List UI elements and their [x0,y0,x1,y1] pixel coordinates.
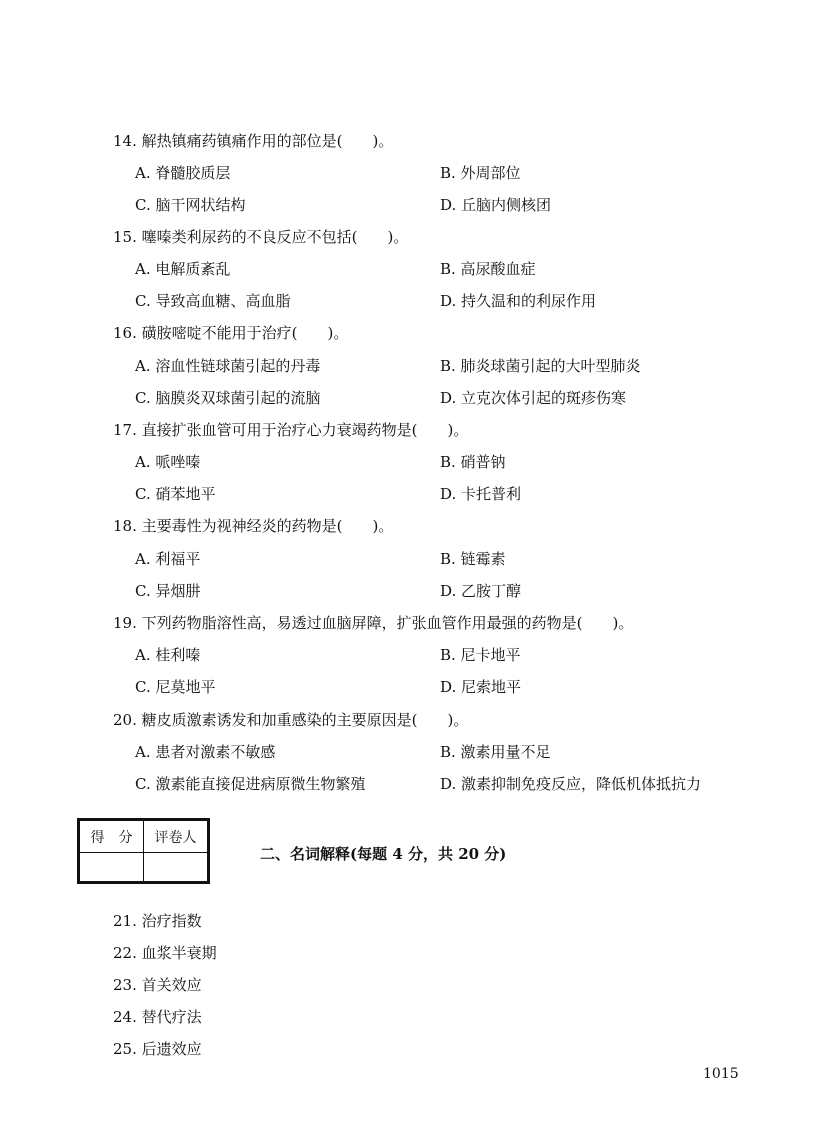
question-17-option-d: D. 卡托普利 [440,485,522,503]
term-22: 22. 血浆半衰期 [113,944,217,962]
score-label: 得 分 [80,821,144,853]
question-20-option-a: A. 患者对激素不敏感 [135,743,276,761]
question-14-stem: 14. 解热镇痛药镇痛作用的部位是( )。 [113,132,394,150]
question-18-option-d: D. 乙胺丁醇 [440,582,522,600]
question-16-option-a: A. 溶血性链球菌引起的丹毒 [135,357,321,375]
question-19-option-c: C. 尼莫地平 [135,678,216,696]
term-23: 23. 首关效应 [113,976,202,994]
question-14-option-a: A. 脊髓胶质层 [135,164,231,182]
question-15-option-b: B. 高尿酸血症 [440,260,536,278]
question-19-option-d: D. 尼索地平 [440,678,522,696]
question-14-option-c: C. 脑干网状结构 [135,196,246,214]
score-box [77,818,210,884]
question-15-option-c: C. 导致高血糖、高血脂 [135,292,291,310]
question-19-stem: 19. 下列药物脂溶性高，易透过血脑屏障，扩张血管作用最强的药物是( )。 [113,614,634,632]
section-title: 二、名词解释(每题 4 分，共 20 分) [260,845,507,863]
question-18-option-b: B. 链霉素 [440,550,506,568]
grader-label: 评卷人 [144,821,208,853]
score-cell [80,853,144,882]
grader-cell [144,853,208,882]
page-number: 1015 [703,1066,739,1082]
question-20-option-c: C. 激素能直接促进病原微生物繁殖 [135,775,366,793]
question-16-option-d: D. 立克次体引起的斑疹伤寒 [440,389,627,407]
question-18-option-a: A. 利福平 [135,550,201,568]
question-15-option-d: D. 持久温和的利尿作用 [440,292,597,310]
term-24: 24. 替代疗法 [113,1008,202,1026]
question-17-stem: 17. 直接扩张血管可用于治疗心力衰竭药物是( )。 [113,421,469,439]
question-20-option-b: B. 激素用量不足 [440,743,551,761]
question-15-stem: 15. 噻嗪类利尿药的不良反应不包括( )。 [113,228,409,246]
question-17-option-a: A. 哌唑嗪 [135,453,201,471]
question-17-option-b: B. 硝普钠 [440,453,506,471]
question-18-option-c: C. 异烟肼 [135,582,201,600]
question-19-option-a: A. 桂利嗪 [135,646,201,664]
question-17-option-c: C. 硝苯地平 [135,485,216,503]
question-15-option-a: A. 电解质紊乱 [135,260,231,278]
question-14-option-b: B. 外周部位 [440,164,521,182]
term-21: 21. 治疗指数 [113,912,202,930]
question-16-stem: 16. 磺胺嘧啶不能用于治疗( )。 [113,324,349,342]
question-18-stem: 18. 主要毒性为视神经炎的药物是( )。 [113,517,394,535]
question-16-option-b: B. 肺炎球菌引起的大叶型肺炎 [440,357,641,375]
question-20-stem: 20. 糖皮质激素诱发和加重感染的主要原因是( )。 [113,711,469,729]
question-20-option-d: D. 激素抑制免疫反应，降低机体抵抗力 [440,775,702,793]
question-14-option-d: D. 丘脑内侧核团 [440,196,552,214]
question-16-option-c: C. 脑膜炎双球菌引起的流脑 [135,389,321,407]
term-25: 25. 后遗效应 [113,1040,202,1058]
question-19-option-b: B. 尼卡地平 [440,646,521,664]
